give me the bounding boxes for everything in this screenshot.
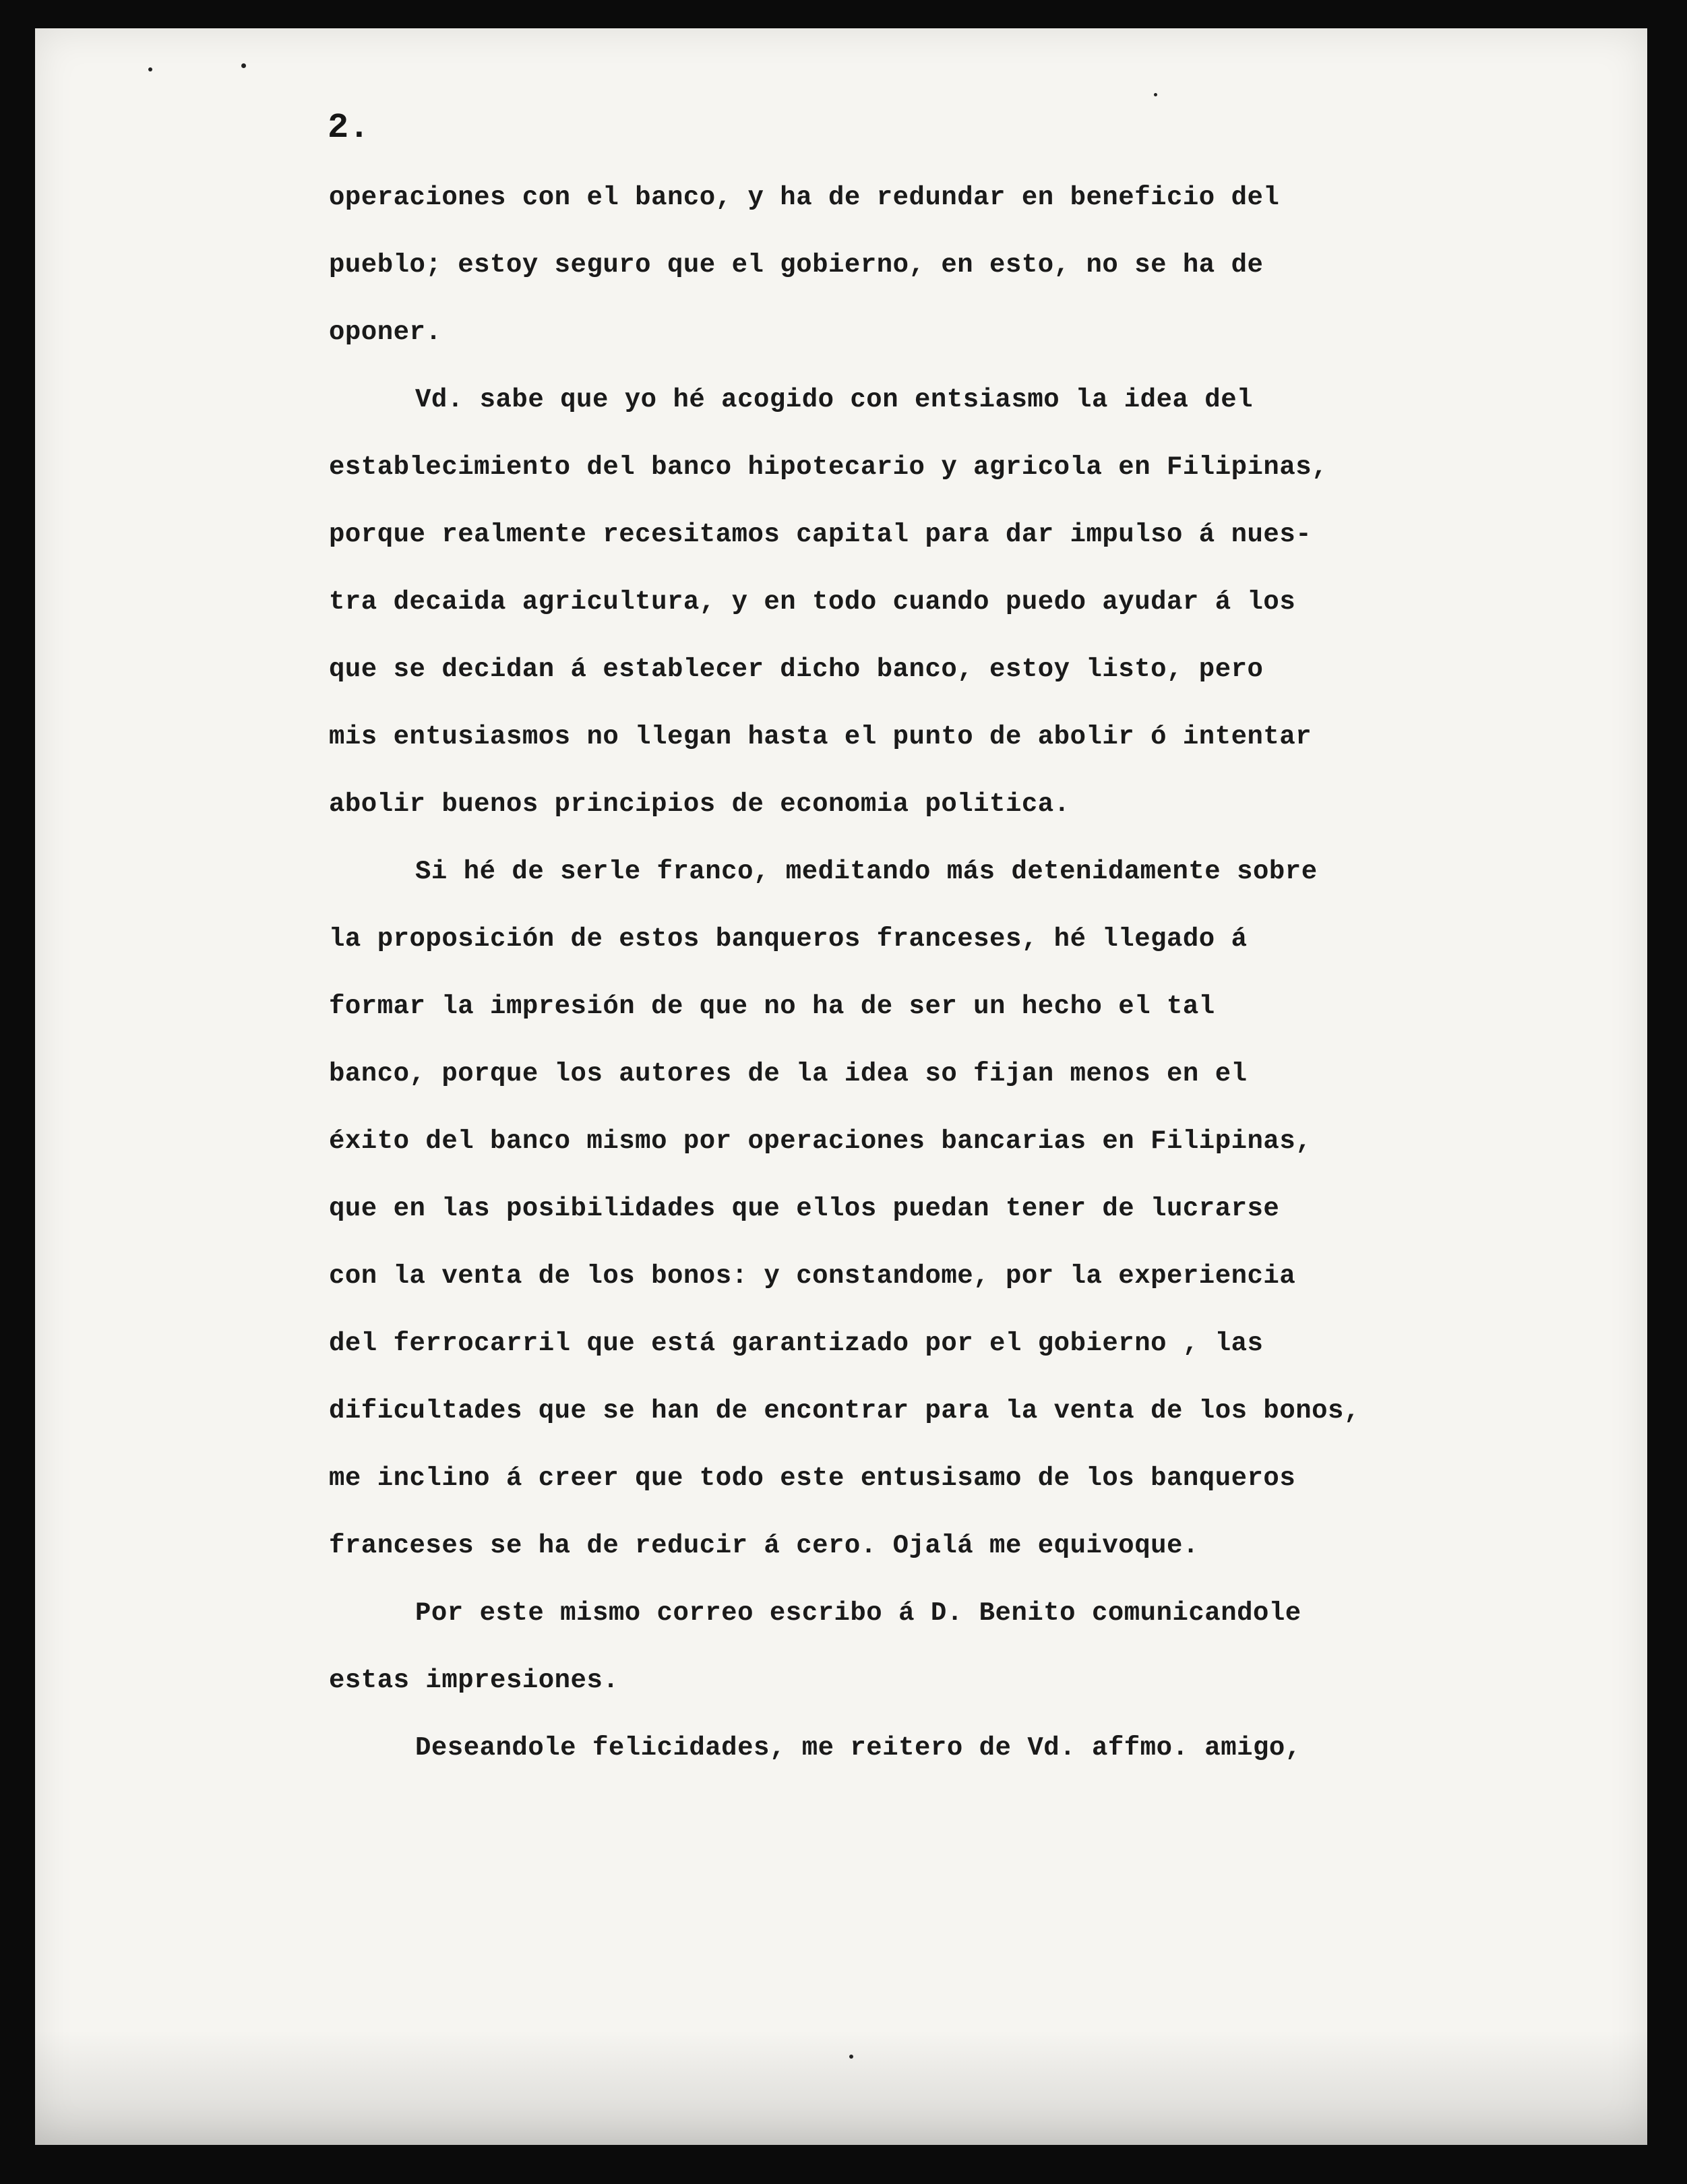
text-line: éxito del banco mismo por operaciones bancarias en Filipinas, [329,1126,1312,1156]
text-line: mis entusiasmos no llegan hasta el punto de abolir ó intentar [329,722,1312,752]
text-line: abolir buenos principios de economia politica. [329,789,1070,819]
text-line: operaciones con el banco, y ha de redundar en beneficio del [329,183,1280,212]
text-line: dificultades que se han de encontrar para la venta de los bonos, [329,1396,1360,1426]
text-line: formar la impresión de que no ha de ser un hecho el tal [329,992,1215,1021]
text-line: banco, porque los autores de la idea so fijan menos en el [329,1059,1248,1089]
ink-speck [148,67,152,71]
closing-line: Deseandole felicidades, me reitero de Vd. affmo. amigo, [415,1733,1301,1763]
text-line: del ferrocarril que está garantizado por el gobierno , las [329,1329,1264,1358]
letter-body [329,164,1488,1782]
ink-speck [241,63,246,68]
text-line: con la venta de los bonos: y constandome, por la experiencia [329,1261,1296,1291]
text-line: me inclino á creer que todo este entusisamo de los banqueros [329,1463,1296,1493]
text-line: establecimiento del banco hipotecario y agricola en Filipinas, [329,452,1328,482]
text-line: franceses se ha de reducir á cero. Ojalá me equivoque. [329,1531,1199,1560]
paragraph-start-line: Vd. sabe que yo hé acogido con entsiasmo la idea del [415,385,1253,415]
text-line: estas impresiones. [329,1666,619,1695]
text-line: tra decaida agricultura, y en todo cuando puedo ayudar á los [329,587,1296,617]
text-line: pueblo; estoy seguro que el gobierno, en esto, no se ha de [329,250,1264,280]
text-line: porque realmente recesitamos capital para dar impulso á nues- [329,520,1312,549]
paragraph-start-line: Por este mismo correo escribo á D. Benito comunicandole [415,1598,1301,1628]
text-line: que se decidan á establecer dicho banco, estoy listo, pero [329,655,1264,684]
text-line: que en las posibilidades que ellos puedan tener de lucrarse [329,1194,1280,1223]
page-number: 2. [328,108,370,148]
text-line: oponer. [329,317,442,347]
ink-speck [849,2055,853,2059]
ink-speck [1154,93,1157,96]
text-line: la proposición de estos banqueros franceses, hé llegado á [329,924,1248,954]
paragraph-start-line: Si hé de serle franco, meditando más detenidamente sobre [415,857,1318,886]
